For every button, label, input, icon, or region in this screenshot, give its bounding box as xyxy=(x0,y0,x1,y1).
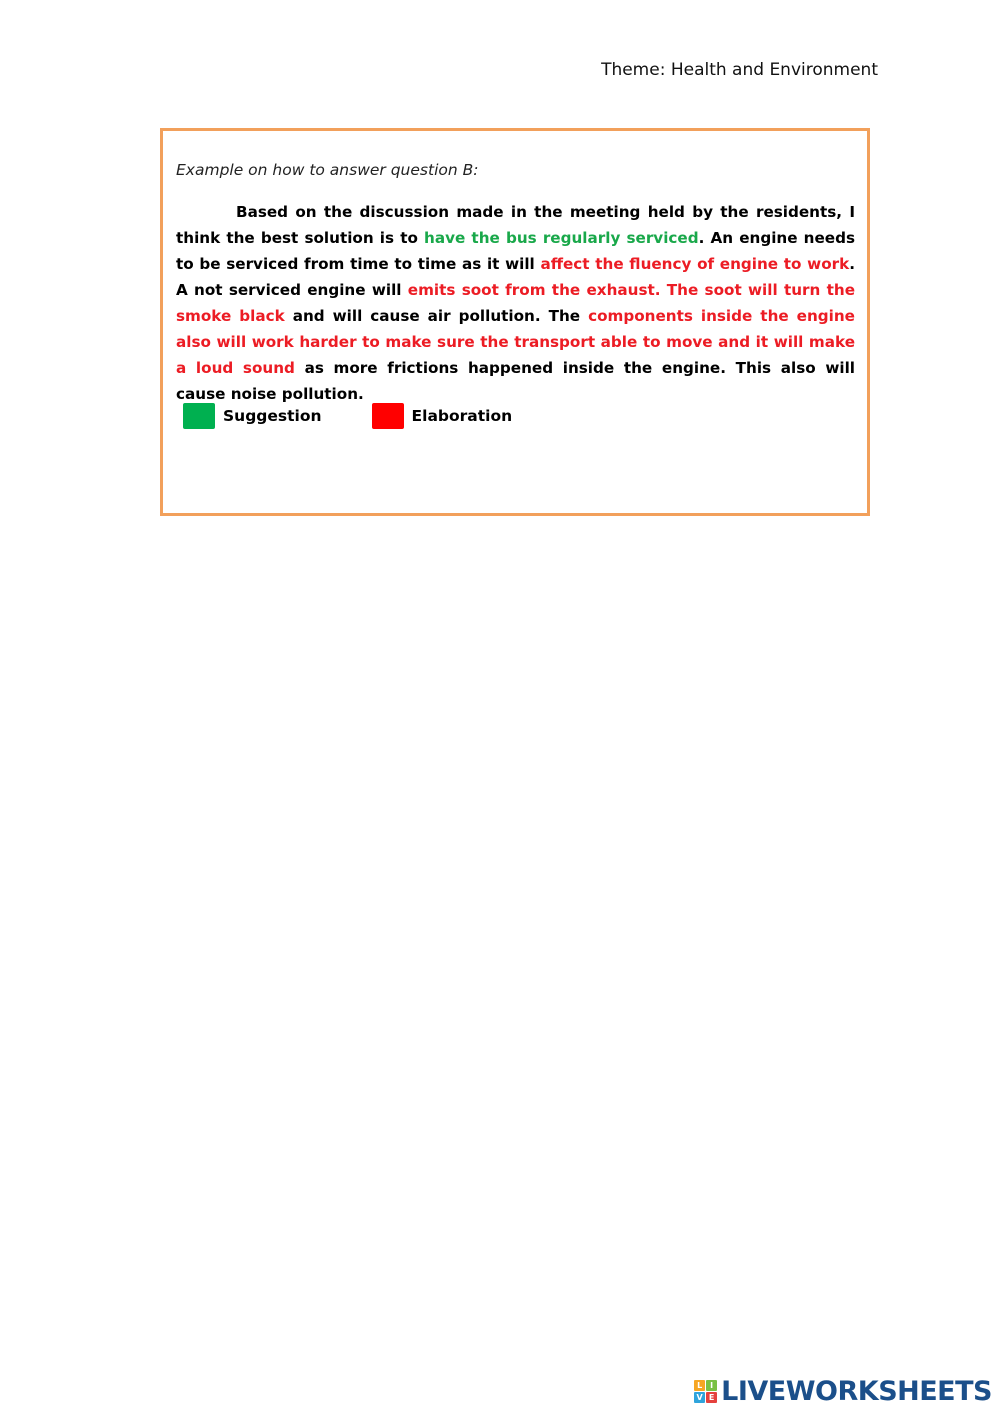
elaboration-swatch xyxy=(372,403,404,429)
text-segment-plain: Based on the discussion made in the meeting held by the residents, I think the best solution is to xyxy=(176,203,855,247)
brand-name: LIVEWORKSHEETS xyxy=(721,1376,992,1407)
text-segment-suggestion: have the bus regularly serviced xyxy=(424,229,699,247)
example-intro: Example on how to answer question B: xyxy=(176,161,479,179)
text-segment-plain: and will cause air pollution. The xyxy=(284,307,589,325)
logo-letter: I xyxy=(706,1380,717,1391)
text-segment-elaboration: components inside the engine also will work harder to make sure the transport able to move and it will make a loud sound xyxy=(176,307,855,377)
header-theme: Theme: Health and Environment xyxy=(601,60,878,80)
legend xyxy=(183,403,562,429)
legend-label: Elaboration xyxy=(411,407,513,425)
logo-letter: E xyxy=(706,1392,717,1403)
text-segment-elaboration: emits soot from the exhaust. The soot will turn the smoke black xyxy=(176,281,855,325)
example-paragraph xyxy=(176,199,855,407)
liveworksheets-brand xyxy=(694,1376,992,1407)
text-segment-plain: . A not serviced engine will xyxy=(176,255,855,299)
logo-letter: V xyxy=(694,1392,705,1403)
suggestion-swatch xyxy=(183,403,215,429)
text-segment-plain: . An engine needs to be serviced from time to time as it will xyxy=(176,229,855,273)
legend-label: Suggestion xyxy=(223,407,322,425)
text-segment-elaboration: affect the fluency of engine to work xyxy=(540,255,850,273)
text-segment-plain: as more frictions happened inside the engine. This also will cause noise pollution. xyxy=(176,359,855,403)
logo-letter: L xyxy=(694,1380,705,1391)
example-box xyxy=(160,128,870,516)
legend-item-elaboration xyxy=(372,403,513,429)
liveworksheets-logo-icon xyxy=(694,1380,717,1403)
legend-item-suggestion xyxy=(183,403,322,429)
